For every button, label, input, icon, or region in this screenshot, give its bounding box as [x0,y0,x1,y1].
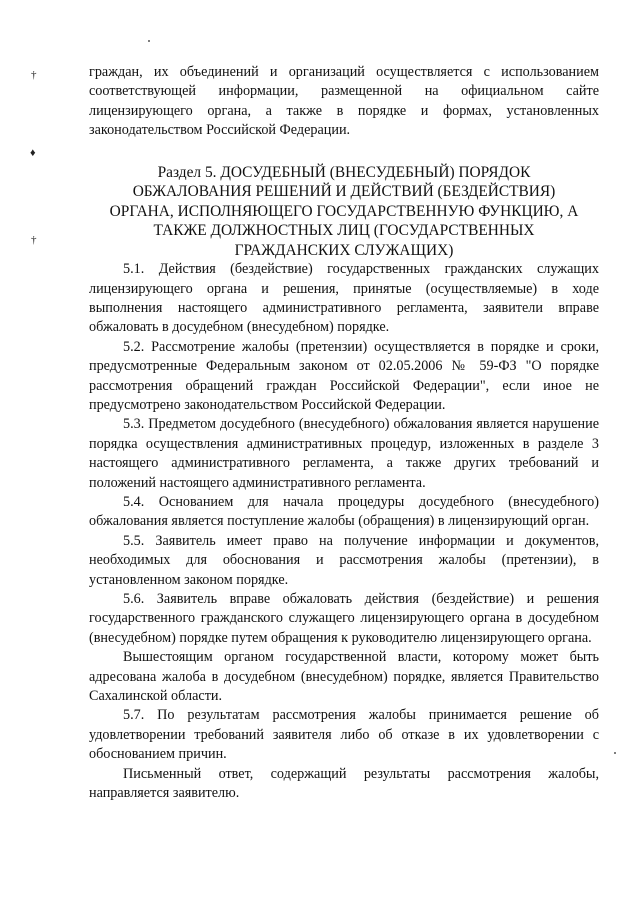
document-body [89,63,599,804]
scan-speck [614,752,616,754]
paragraph-5-4: 5.4. Основанием для начала процедуры досудебного (внесудебного) обжалования является поступление жалобы (обращения) в лицензирующий орган. [89,494,599,530]
paragraph-5-3: 5.3. Предметом досудебного (внесудебного) обжалования является нарушение порядка осуществления административных процедур, изложенных в разделе 3 настоящего административного регламента, а также других требований и положений настоящего административного регламента. [89,416,599,491]
intro-paragraph: граждан, их объединений и организаций осуществляется с использованием соответствующей информации, размещенной на официальном сайте лицензирующего органа, а также в порядке и формах, установленных законодательством Российской Федерации. [89,64,599,139]
paragraph-5-5: 5.5. Заявитель имеет право на получение информации и документов, необходимых для обоснования и рассмотрения жалобы (претензии), в установленном законом порядке. [89,532,599,588]
paragraph-5-1: 5.1. Действия (бездействие) государственных гражданских служащих лицензирующего органа и решения, принятые (осуществляемые) в ходе выполнения настоящего административного регламента, заявители вправе обжаловать в досудебном (внесудебном) порядке. [89,261,599,336]
margin-mark-icon: † [31,234,37,246]
margin-mark-icon: ♦ [30,147,36,159]
paragraph-5-6: 5.6. Заявитель вправе обжаловать действия (бездействие) и решения государственного гражданского служащего лицензирующего органа в досудебном (внесудебном) порядке путем обращения к руководителю лицензирующего органа. [89,591,599,646]
paragraph-written-answer: Письменный ответ, содержащий результаты рассмотрения жалобы, направляется заявителю. [89,765,599,802]
paragraph-5-2: 5.2. Рассмотрение жалобы (претензии) осуществляется в порядке и сроки, предусмотренные Федеральным законом от 02.05.2006 № 59-ФЗ "О порядке рассмотрения обращений граждан Российской Федерации", если иное не предусмотрено законодательством Российской Федерации. [89,338,599,413]
paragraph-higher-authority: Вышестоящим органом государственной власти, которому может быть адресована жалоба в досудебном (внесудебном) порядке, является Правительство Сахалинской области. [89,649,599,705]
margin-mark-icon: † [31,69,37,81]
scan-speck [148,40,150,42]
paragraph-5-7: 5.7. По результатам рассмотрения жалобы принимается решение об удовлетворении требований заявителя либо об отказе в их удовлетворении с обоснованием причин. [89,707,599,763]
section-heading: Раздел 5. ДОСУДЕБНЫЙ (ВНЕСУДЕБНЫЙ) ПОРЯДОК ОБЖАЛОВАНИЯ РЕШЕНИЙ И ДЕЙСТВИЙ (БЕЗДЕЙСТВИЯ) ОРГАНА, ИСПОЛНЯЮЩЕГО ГОСУДАРСТВЕННУЮ ФУНКЦИЮ, А ТАКЖЕ ДОЛЖНОСТНЫХ ЛИЦ (ГОСУДАРСТВЕННЫХ ГРАЖДАНСКИХ СЛУЖАЩИХ) [109,163,579,259]
